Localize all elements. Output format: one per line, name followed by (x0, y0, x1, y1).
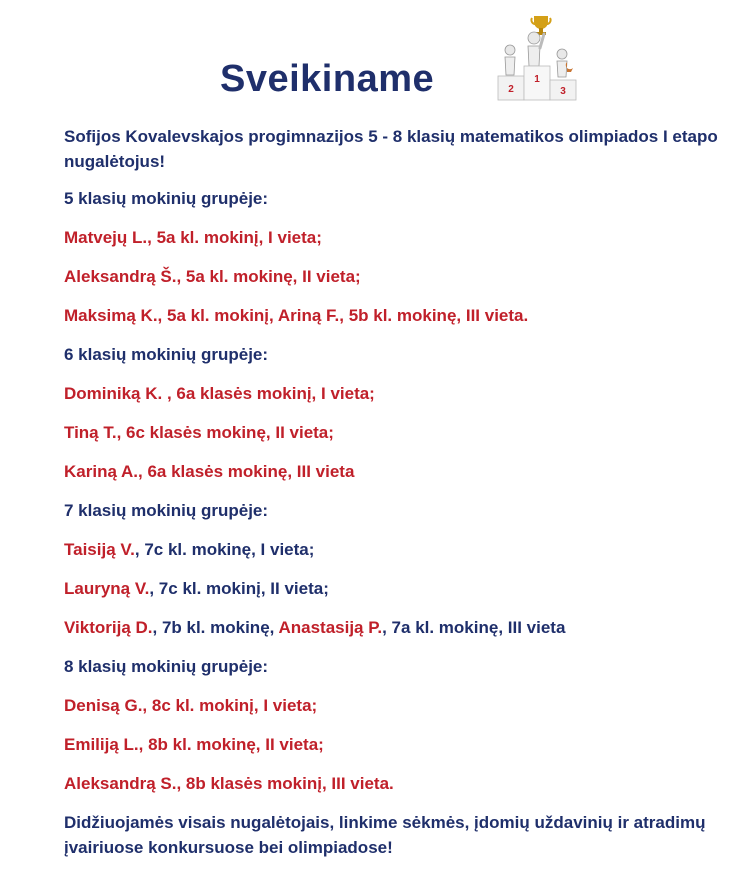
podium-place-2: 2 (508, 84, 514, 95)
grade-6-winner-2: Tiną T., 6c klasės mokinę, II vieta; (64, 423, 334, 442)
intro-text: Sofijos Kovalevskajos progimnazijos 5 - 8 klasių matematikos olimpiados I etapo nugalėtojus! (64, 127, 718, 171)
grade-6-winner-3: Kariną A., 6a klasės mokinę, III vieta (64, 462, 355, 481)
grade-7-winner-3 (64, 615, 724, 640)
grade-5-winner-2: Aleksandrą Š., 5a kl. mokinę, II vieta; (64, 267, 361, 286)
podium-place-3: 3 (560, 86, 566, 97)
grade-7-winner-1 (64, 537, 724, 562)
winner-name: Taisiją V. (64, 540, 135, 559)
grade-6-winner-1: Dominiką K. , 6a klasės mokinį, I vieta; (64, 384, 375, 403)
grade-6-heading: 6 klasių mokinių grupėje: (64, 345, 269, 364)
grade-5-heading: 5 klasių mokinių grupėje: (64, 189, 269, 208)
grade-8-winner-2: Emiliją L., 8b kl. mokinę, II vieta; (64, 735, 324, 754)
grade-8-winner-1: Denisą G., 8c kl. mokinį, I vieta; (64, 696, 318, 715)
winner-details: , 7c kl. mokinę, I vieta; (134, 540, 315, 559)
closing-text: Didžiuojamės visais nugalėtojais, linkime sėkmės, įdomių uždavinių ir atradimų įvairiuose konkursuose bei olimpiadose! (64, 813, 706, 857)
winner-name: Viktoriją D. (64, 618, 153, 637)
podium-trophy-icon (496, 10, 578, 102)
winner-details: , 7a kl. mokinę, III vieta (382, 618, 566, 637)
grade-5-winner-1: Matvejų L., 5a kl. mokinį, I vieta; (64, 228, 322, 247)
page-title: Sveikiname (220, 58, 435, 100)
grade-8-heading: 8 klasių mokinių grupėje: (64, 657, 269, 676)
winner-details: , 7c kl. mokinį, II vieta; (149, 579, 329, 598)
podium-place-1: 1 (534, 74, 540, 85)
winner-details: , 7b kl. mokinę, (152, 618, 279, 637)
winner-name: Anastasiją P. (278, 618, 383, 637)
announcement-body (64, 124, 724, 874)
grade-5-winner-3: Maksimą K., 5a kl. mokinį, Ariną F., 5b kl. mokinę, III vieta. (64, 306, 529, 325)
grade-8-winner-3: Aleksandrą S., 8b klasės mokinį, III vieta. (64, 774, 394, 793)
grade-7-winner-2 (64, 576, 724, 601)
winner-name: Lauryną V. (64, 579, 150, 598)
grade-7-heading: 7 klasių mokinių grupėje: (64, 501, 269, 520)
